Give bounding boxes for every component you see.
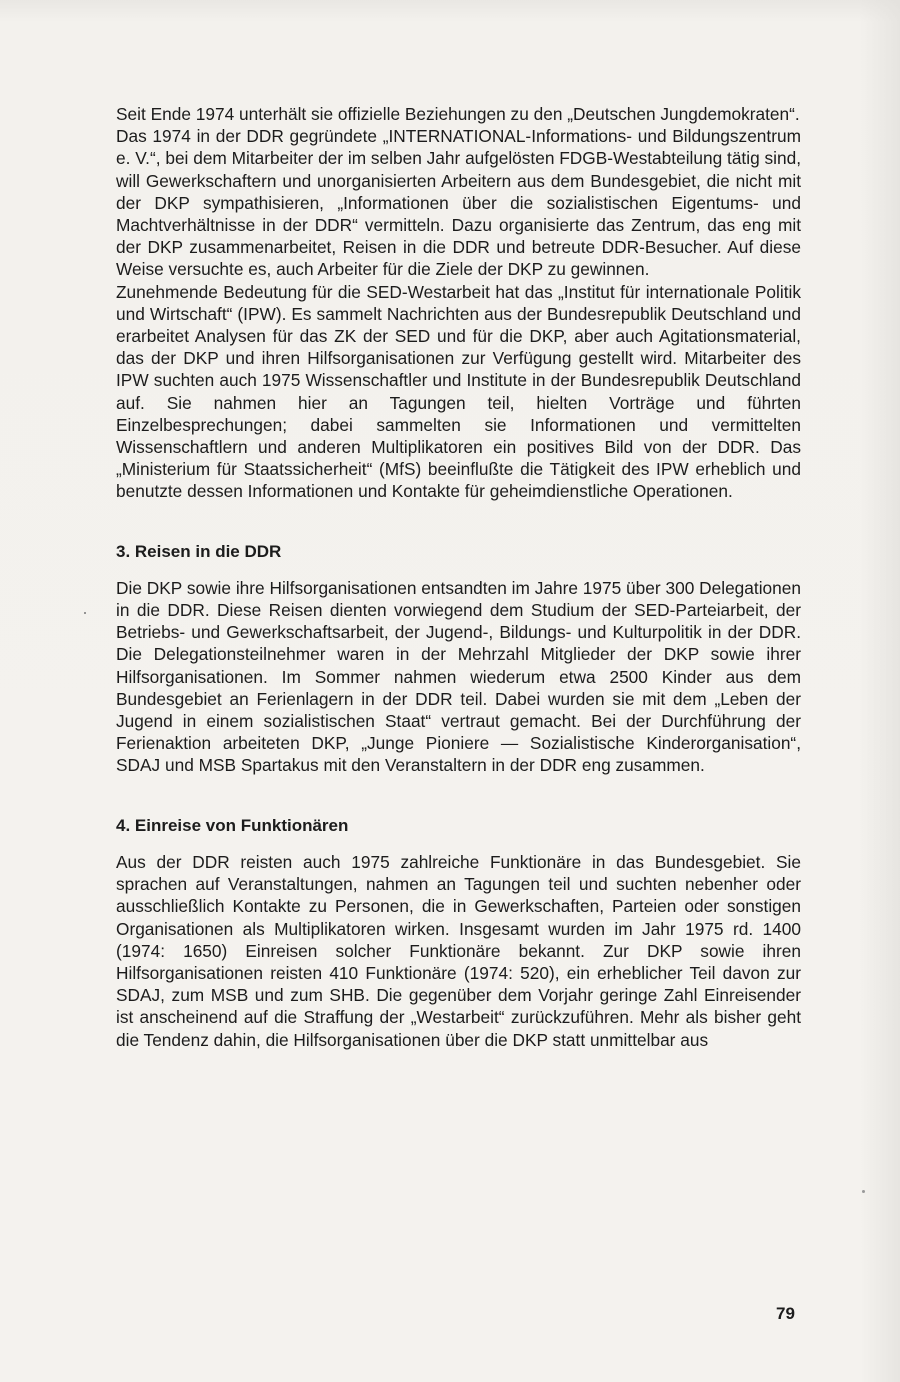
paragraph-ipw: Zunehmende Bedeutung für die SED-Westarbeit hat das „Institut für internationale Politik und Wirtschaft“ (IPW). Es sammelt Nachrichten aus der Bundesrepublik Deutschland und erarbeitet Analysen für das ZK der SED und für die DKP, aber auch Agitationsmaterial, das der DKP und ihren Hilfsorganisationen zur Verfügung gestellt wird. Mitarbeiter des IPW suchten auch 1975 Wissenschaftler und Institute in der Bundesrepublik Deutschland auf. Sie nahmen hier an Tagungen teil, hielten Vorträge und führten Einzelbesprechungen; dabei sammelten sie Informationen und vermittelten Wissenschaftlern und anderen Multiplikatoren ein positives Bild von der DDR. Das „Ministerium für Staatssicherheit“ (MfS) beeinflußte die Tätigkeit des IPW erheblich und benutzte dessen Informationen und Kontakte für geheimdienstliche Operationen.: [116, 281, 801, 502]
section-heading-reisen: 3. Reisen in die DDR: [116, 541, 282, 561]
page-number: 79: [776, 1304, 795, 1323]
paragraph-jungdemokraten: Seit Ende 1974 unterhält sie offizielle Beziehungen zu den „Deutschen Jungdemokraten“.: [116, 104, 800, 124]
scan-speck: [862, 1190, 865, 1193]
section-heading-einreise: 4. Einreise von Funktionären: [116, 815, 349, 835]
paragraph-reisen: Die DKP sowie ihre Hilfsorganisationen entsandten im Jahre 1975 über 300 Delegationen in die DDR. Diese Reisen dienten vorwiegend dem Studium der SED-Parteiarbeit, der Betriebs- und Gewerkschaftsarbeit, der Jugend-, Bildungs- und Kulturpolitik in der DDR. Die Delegationsteilnehmer waren in der Mehrzahl Mitglieder der DKP sowie ihrer Hilfsorganisationen. Im Sommer nahmen wiederum etwa 2500 Kinder aus dem Bundesgebiet an Ferienlagern in der DDR teil. Dabei wurden sie mit dem „Leben der Jugend in einem sozialistischen Staat“ vertraut gemacht. Bei der Durchführung der Ferienaktion arbeiteten DKP, „Junge Pioniere — Sozialistische Kinderorganisation“, SDAJ und MSB Spartakus mit den Veranstaltern in der DDR eng zusammen.: [116, 577, 801, 776]
page-edge-shadow: [860, 0, 900, 1382]
scan-speck: [84, 612, 86, 614]
paragraph-einreise: Aus der DDR reisten auch 1975 zahlreiche Funktionäre in das Bundesgebiet. Sie sprachen auf Veranstaltungen, nahmen an Tagungen teil und suchten nebenher oder ausschließlich Kontakte zu Personen, die in Gewerkschaften, Parteien oder sonstigen Organisationen als Multiplikatoren wirken. Insgesamt wurden im Jahr 1975 rd. 1400 (1974: 1650) Einreisen solcher Funktionäre bekannt. Zur DKP sowie ihren Hilfsorganisationen reisten 410 Funktionäre (1974: 520), ein erheblicher Teil davon zur SDAJ, zum MSB und zum SHB. Die gegenüber dem Vorjahr geringe Zahl Einreisender ist anscheinend auf die Straffung der „Westarbeit“ zurückzuführen. Mehr als bisher geht die Tendenz dahin, die Hilfsorganisationen über die DKP statt unmittelbar aus: [116, 851, 801, 1050]
paragraph-international-zentrum: Das 1974 in der DDR gegründete „INTERNATIONAL-Informations- und Bildungszentrum e. V.“, bei dem Mitarbeiter der im selben Jahr aufgelösten FDGB-Westabteilung tätig sind, will Gewerkschaftern und unorganisierten Arbeitern aus dem Bundesgebiet, die nicht mit der DKP sympathisieren, „Informationen über die sozialistischen Eigentums- und Machtverhältnisse in der DDR“ vermitteln. Dazu organisierte das Zentrum, das eng mit der DKP zusammenarbeitet, Reisen in die DDR und betreute DDR-Besucher. Auf diese Weise versuchte es, auch Arbeiter für die Ziele der DKP zu gewinnen.: [116, 126, 801, 280]
page-body: [116, 103, 801, 1051]
